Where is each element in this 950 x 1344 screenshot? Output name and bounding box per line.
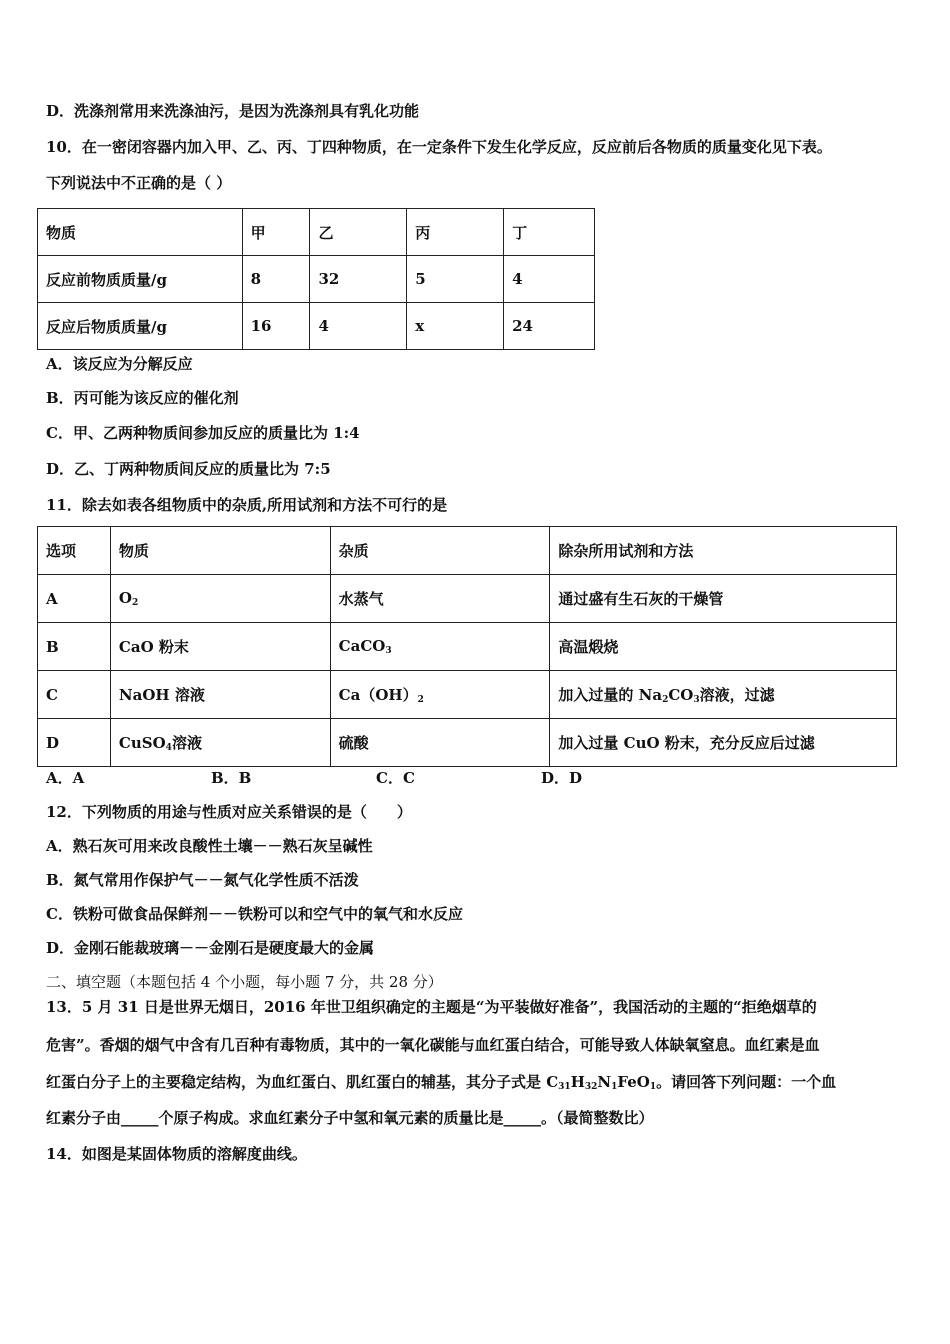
table-cell: 4 xyxy=(310,303,407,350)
q11-impurity-table xyxy=(37,526,897,767)
table-cell: NaOH 溶液 xyxy=(110,671,330,719)
table-cell: 加入过量 CuO 粉末，充分反应后过滤 xyxy=(550,719,897,767)
q11-option-b: B．B xyxy=(211,769,252,787)
formula: CaCO xyxy=(338,637,386,655)
table-cell: CaO 粉末 xyxy=(110,623,330,671)
table-cell: x xyxy=(407,303,504,350)
table-cell: 选项 xyxy=(38,527,111,575)
q14-stem: 14．如图是某固体物质的溶解度曲线。 xyxy=(46,1145,307,1163)
formula: O xyxy=(118,589,132,607)
table-cell: 物质 xyxy=(38,209,243,256)
q10-option-b: B．丙可能为该反应的催化剂 xyxy=(46,389,239,407)
q10-stem-line2: 下列说法中不正确的是（ ） xyxy=(46,174,232,192)
subscript: 2 xyxy=(417,695,424,705)
table-cell: D xyxy=(38,719,111,767)
table-cell: C xyxy=(38,671,111,719)
subscript: 31 xyxy=(558,1082,571,1092)
table-row xyxy=(38,719,897,767)
q10-option-c: C．甲、乙两种物质间参加反应的质量比为 1:4 xyxy=(46,424,360,442)
table-cell xyxy=(330,623,550,671)
subscript: 3 xyxy=(693,695,700,705)
q11-option-a: A．A xyxy=(46,769,85,787)
formula: Ca（OH） xyxy=(338,686,418,704)
q9-option-d: D．洗涤剂常用来洗涤油污，是因为洗涤剂具有乳化功能 xyxy=(46,102,420,120)
q13-text: 。请回答下列问题：一个血 xyxy=(656,1073,837,1091)
table-cell: 8 xyxy=(242,256,310,303)
q10-stem-line1: 10．在一密闭容器内加入甲、乙、丙、丁四种物质，在一定条件下发生化学反应，反应前后各物质的质量变化见下表。 xyxy=(46,138,832,156)
q13-line1: 13．5 月 31 日是世界无烟日，2016 年世卫组织确定的主题是“为平装做好准备”，我国活动的主题的“拒绝烟草的 xyxy=(46,998,817,1016)
q12-option-a: A．熟石灰可用来改良酸性土壤－－熟石灰呈碱性 xyxy=(46,837,373,855)
q12-option-c: C．铁粉可做食品保鲜剂－－铁粉可以和空气中的氧气和水反应 xyxy=(46,905,463,923)
table-cell: 除杂所用试剂和方法 xyxy=(550,527,897,575)
formula: N xyxy=(597,1073,612,1091)
table-cell: 32 xyxy=(310,256,407,303)
table-cell xyxy=(330,671,550,719)
q13-text: 红蛋白分子上的主要稳定结构，为血红蛋白、肌红蛋白的辅基，其分子式是 C xyxy=(46,1073,559,1091)
table-cell xyxy=(110,719,330,767)
q11-option-c: C．C xyxy=(376,769,415,787)
subscript: 1 xyxy=(649,1082,657,1092)
q10-option-a: A．该反应为分解反应 xyxy=(46,355,193,373)
table-row xyxy=(38,527,897,575)
q13-line3 xyxy=(46,1072,836,1097)
method-text: 溶液，过滤 xyxy=(699,686,775,704)
subscript: 2 xyxy=(662,695,669,705)
q12-option-b: B．氮气常用作保护气－－氮气化学性质不活泼 xyxy=(46,871,359,889)
q11-option-d: D．D xyxy=(541,769,583,787)
subscript: 3 xyxy=(385,646,392,656)
table-cell: 硫酸 xyxy=(330,719,550,767)
q10-mass-table xyxy=(37,208,595,350)
table-cell: 反应后物质质量/g xyxy=(38,303,243,350)
formula: 溶液 xyxy=(171,734,202,752)
q13-line4: 红素分子由_____个原子构成。求血红素分子中氢和氧元素的质量比是_____。（最简整数比） xyxy=(46,1109,654,1127)
formula: CuSO xyxy=(118,734,166,752)
method-text: CO xyxy=(668,686,694,704)
table-cell: B xyxy=(38,623,111,671)
table-cell: 丙 xyxy=(407,209,504,256)
q13-line2: 危害”。香烟的烟气中含有几百种有毒物质，其中的一氧化碳能与血红蛋白结合，可能导致人体缺氧窒息。血红素是血 xyxy=(46,1036,820,1054)
q11-options xyxy=(46,768,646,788)
q12-option-d: D．金刚石能裁玻璃－－金刚石是硬度最大的金属 xyxy=(46,939,375,957)
q11-stem: 11．除去如表各组物质中的杂质,所用试剂和方法不可行的是 xyxy=(46,496,448,514)
table-row xyxy=(38,575,897,623)
table-cell: 24 xyxy=(504,303,595,350)
table-row xyxy=(38,256,595,303)
table-cell: 高温煅烧 xyxy=(550,623,897,671)
table-cell: 物质 xyxy=(110,527,330,575)
table-cell: 16 xyxy=(242,303,310,350)
q12-stem: 12．下列物质的用途与性质对应关系错误的是（ ） xyxy=(46,803,412,821)
section-title: 二、填空题（本题包括 4 个小题，每小题 7 分，共 28 分） xyxy=(46,973,443,991)
formula: FeO xyxy=(617,1073,650,1091)
table-cell: 丁 xyxy=(504,209,595,256)
table-cell: 乙 xyxy=(310,209,407,256)
table-cell: 5 xyxy=(407,256,504,303)
q10-option-d: D．乙、丁两种物质间反应的质量比为 7:5 xyxy=(46,460,331,478)
subscript: 2 xyxy=(132,598,139,608)
table-row xyxy=(38,623,897,671)
subscript: 4 xyxy=(165,743,172,753)
table-cell: 杂质 xyxy=(330,527,550,575)
table-cell: 通过盛有生石灰的干燥管 xyxy=(550,575,897,623)
table-cell: 水蒸气 xyxy=(330,575,550,623)
subscript: 32 xyxy=(584,1082,598,1092)
method-text: 加入过量的 Na xyxy=(558,686,663,704)
table-cell: A xyxy=(38,575,111,623)
table-cell: 反应前物质质量/g xyxy=(38,256,243,303)
table-cell: 4 xyxy=(504,256,595,303)
formula: H xyxy=(570,1073,585,1091)
subscript: 1 xyxy=(611,1082,618,1092)
table-cell: 甲 xyxy=(242,209,310,256)
table-cell xyxy=(550,671,897,719)
table-cell xyxy=(110,575,330,623)
table-row xyxy=(38,303,595,350)
table-row xyxy=(38,209,595,256)
table-row xyxy=(38,671,897,719)
